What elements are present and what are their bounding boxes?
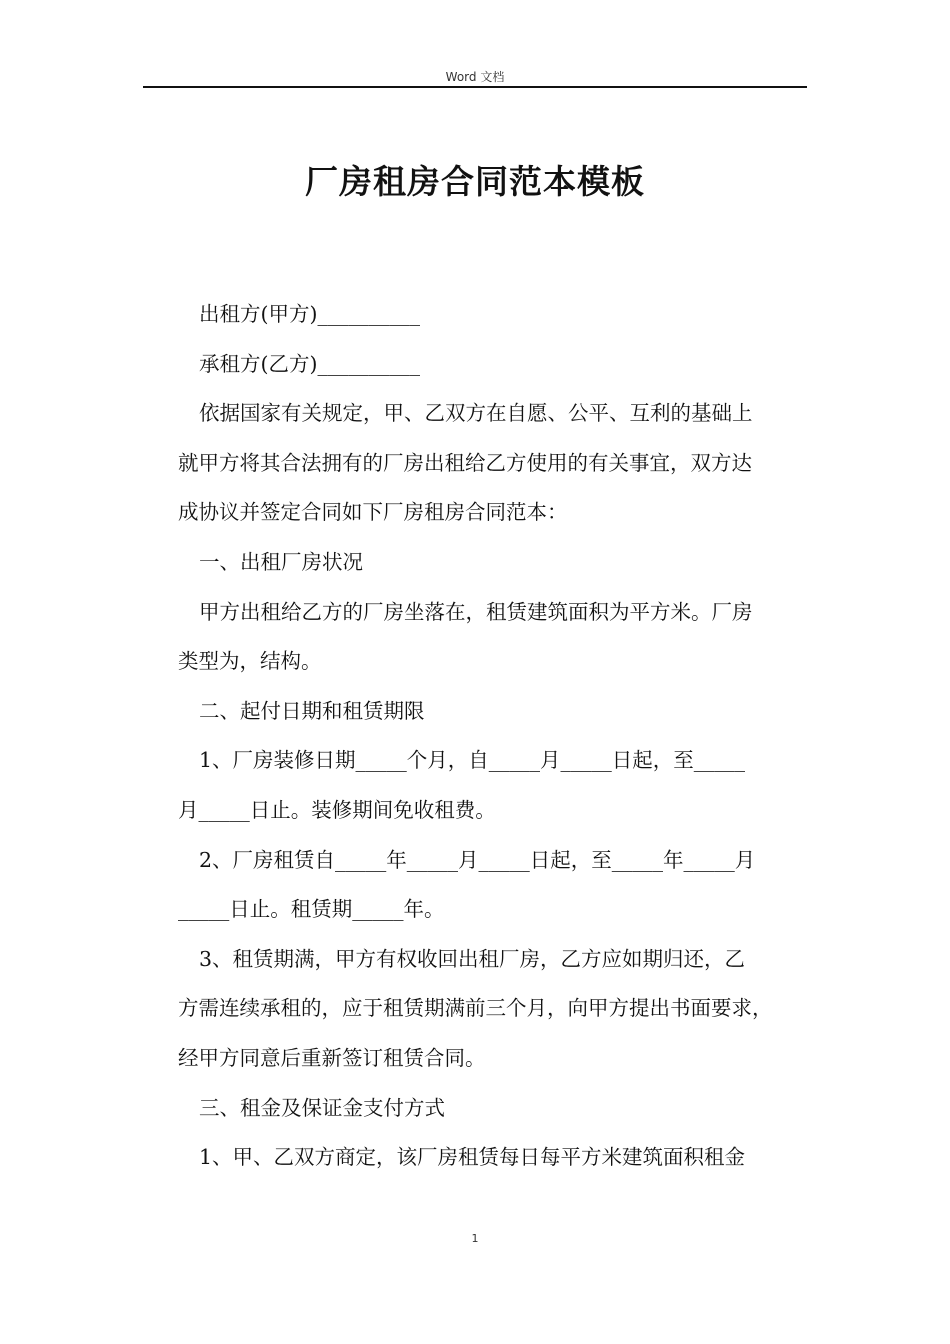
paragraph-line: 甲方出租给乙方的厂房坐落在，租赁建筑面积为平方米。厂房 <box>199 599 753 624</box>
section-heading: 二、起付日期和租赁期限 <box>199 698 425 723</box>
paragraph-line: 3、租赁期满，甲方有权收回出租厂房，乙方应如期归还，乙 <box>199 946 746 971</box>
paragraph-line: 就甲方将其合法拥有的厂房出租给乙方使用的有关事宜，双方达 <box>178 450 752 475</box>
paragraph-line: 类型为，结构。 <box>178 649 322 674</box>
section-heading: 一、出租厂房状况 <box>199 549 363 574</box>
page-header: Word 文档 <box>445 70 505 84</box>
paragraph-line: 月_____日止。装修期间免收租费。 <box>178 797 496 822</box>
paragraph-line: 方需连续承租的，应于租赁期满前三个月，向甲方提出书面要求， <box>178 996 773 1021</box>
document-body <box>178 290 818 1183</box>
section-heading: 三、租金及保证金支付方式 <box>199 1095 445 1120</box>
paragraph-line: 1、厂房装修日期_____个月，自_____月_____日起，至_____ <box>199 748 746 773</box>
paragraph-line: _____日止。租赁期_____年。 <box>178 897 445 922</box>
page-number: 1 <box>471 1232 479 1245</box>
document-title: 厂房租房合同范本模板 <box>305 162 645 201</box>
paragraph-line: 经甲方同意后重新签订租赁合同。 <box>178 1045 486 1070</box>
header-divider <box>143 86 807 88</box>
paragraph-line: 出租方(甲方)__________ <box>199 302 420 326</box>
paragraph-line: 依据国家有关规定，甲、乙双方在自愿、公平、互利的基础上 <box>199 401 753 426</box>
paragraph-line: 1、甲、乙双方商定，该厂房租赁每日每平方米建筑面积租金 <box>199 1145 746 1170</box>
paragraph-line: 承租方(乙方)__________ <box>199 351 420 376</box>
paragraph-line: 成协议并签定合同如下厂房租房合同范本： <box>178 500 568 525</box>
paragraph-line: 2、厂房租赁自_____年_____月_____日起，至_____年_____月 <box>199 847 756 872</box>
